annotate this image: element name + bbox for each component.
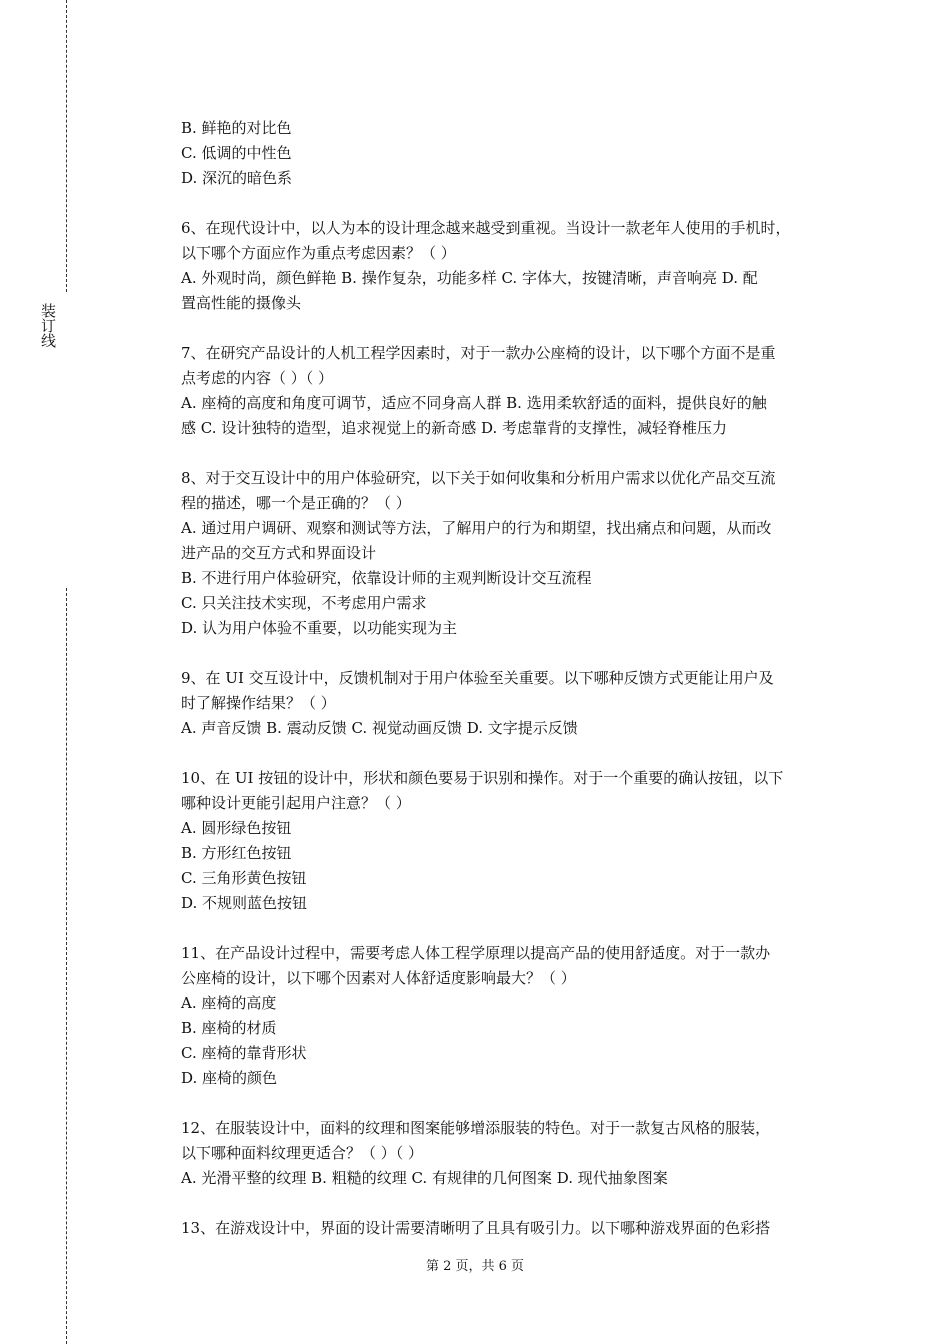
question-line: D. 座椅的颜色 — [181, 1069, 278, 1087]
question-line: 9、在 UI 交互设计中，反馈机制对于用户体验至关重要。以下哪种反馈方式更能让用户及 — [181, 669, 774, 687]
question-line: B. 不进行用户体验研究，依靠设计师的主观判断设计交互流程 — [181, 569, 592, 587]
question-line: 以下哪种面料纹理更适合？（ ）（ ） — [181, 1144, 424, 1162]
question-block — [181, 466, 841, 641]
question-line: A. 声音反馈 B. 震动反馈 C. 视觉动画反馈 D. 文字提示反馈 — [181, 719, 578, 737]
question-line: D. 深沉的暗色系 — [181, 169, 293, 187]
question-line: 10、在 UI 按钮的设计中，形状和颜色要易于识别和操作。对于一个重要的确认按钮，以下 — [181, 769, 784, 787]
question-line: 点考虑的内容（ ）（ ） — [181, 369, 334, 387]
question-line: 置高性能的摄像头 — [181, 294, 302, 312]
question-block — [181, 941, 841, 1091]
question-line: 11、在产品设计过程中，需要考虑人体工程学原理以提高产品的使用舒适度。对于一款办 — [181, 944, 771, 962]
question-block — [181, 216, 841, 316]
question-line: 公座椅的设计，以下哪个因素对人体舒适度影响最大？（ ） — [181, 969, 576, 987]
question-line: 8、对于交互设计中的用户体验研究，以下关于如何收集和分析用户需求以优化产品交互流 — [181, 469, 776, 487]
question-line: 6、在现代设计中，以人为本的设计理念越来越受到重视。当设计一款老年人使用的手机时， — [181, 219, 791, 237]
binding-line-top — [66, 0, 67, 292]
question-line: D. 认为用户体验不重要，以功能实现为主 — [181, 619, 458, 637]
question-block — [181, 766, 841, 916]
question-block — [181, 666, 841, 741]
question-block — [181, 341, 841, 441]
question-line: 13、在游戏设计中，界面的设计需要清晰明了且具有吸引力。以下哪种游戏界面的色彩搭 — [181, 1219, 771, 1237]
question-line: 以下哪个方面应作为重点考虑因素？（ ） — [181, 244, 456, 262]
question-block — [181, 1116, 841, 1191]
question-line: A. 外观时尚，颜色鲜艳 B. 操作复杂，功能多样 C. 字体大，按键清晰，声音响亮 D. 配 — [181, 269, 758, 287]
question-line: A. 座椅的高度 — [181, 994, 277, 1012]
question-line: 进产品的交互方式和界面设计 — [181, 544, 377, 562]
question-line: 程的描述，哪一个是正确的？（ ） — [181, 494, 411, 512]
question-line: 感 C. 设计独特的造型，追求视觉上的新奇感 D. 考虑靠背的支撑性，减轻脊椎压力 — [181, 419, 728, 437]
question-line: B. 方形红色按钮 — [181, 844, 292, 862]
question-line: C. 座椅的靠背形状 — [181, 1044, 307, 1062]
question-line: C. 低调的中性色 — [181, 144, 292, 162]
question-line: A. 圆形绿色按钮 — [181, 819, 292, 837]
question-line: C. 三角形黄色按钮 — [181, 869, 307, 887]
question-line: C. 只关注技术实现，不考虑用户需求 — [181, 594, 427, 612]
question-line: A. 座椅的高度和角度可调节，适应不同身高人群 B. 选用柔软舒适的面料，提供良好的触 — [181, 394, 767, 412]
question-line: 哪种设计更能引起用户注意？（ ） — [181, 794, 411, 812]
question-block — [181, 1216, 841, 1241]
question-line: D. 不规则蓝色按钮 — [181, 894, 308, 912]
question-line: A. 通过用户调研、观察和测试等方法，了解用户的行为和期望，找出痛点和问题，从而改 — [181, 519, 772, 537]
exam-content — [181, 116, 841, 1266]
question-line: B. 鲜艳的对比色 — [181, 119, 292, 137]
question-line: A. 光滑平整的纹理 B. 粗糙的纹理 C. 有规律的几何图案 D. 现代抽象图案 — [181, 1169, 668, 1187]
page-footer: 第 2 页，共 6 页 — [425, 1259, 525, 1274]
question-continuation — [181, 116, 841, 191]
question-line: 12、在服装设计中，面料的纹理和图案能够增添服装的特色。对于一款复古风格的服装， — [181, 1119, 771, 1137]
binding-line-bottom — [66, 588, 67, 1344]
question-line: 7、在研究产品设计的人机工程学因素时，对于一款办公座椅的设计，以下哪个方面不是重 — [181, 344, 776, 362]
question-line: B. 座椅的材质 — [181, 1019, 277, 1037]
question-line: 时了解操作结果？（ ） — [181, 694, 336, 712]
binding-line-label: 装订线 — [39, 303, 57, 348]
